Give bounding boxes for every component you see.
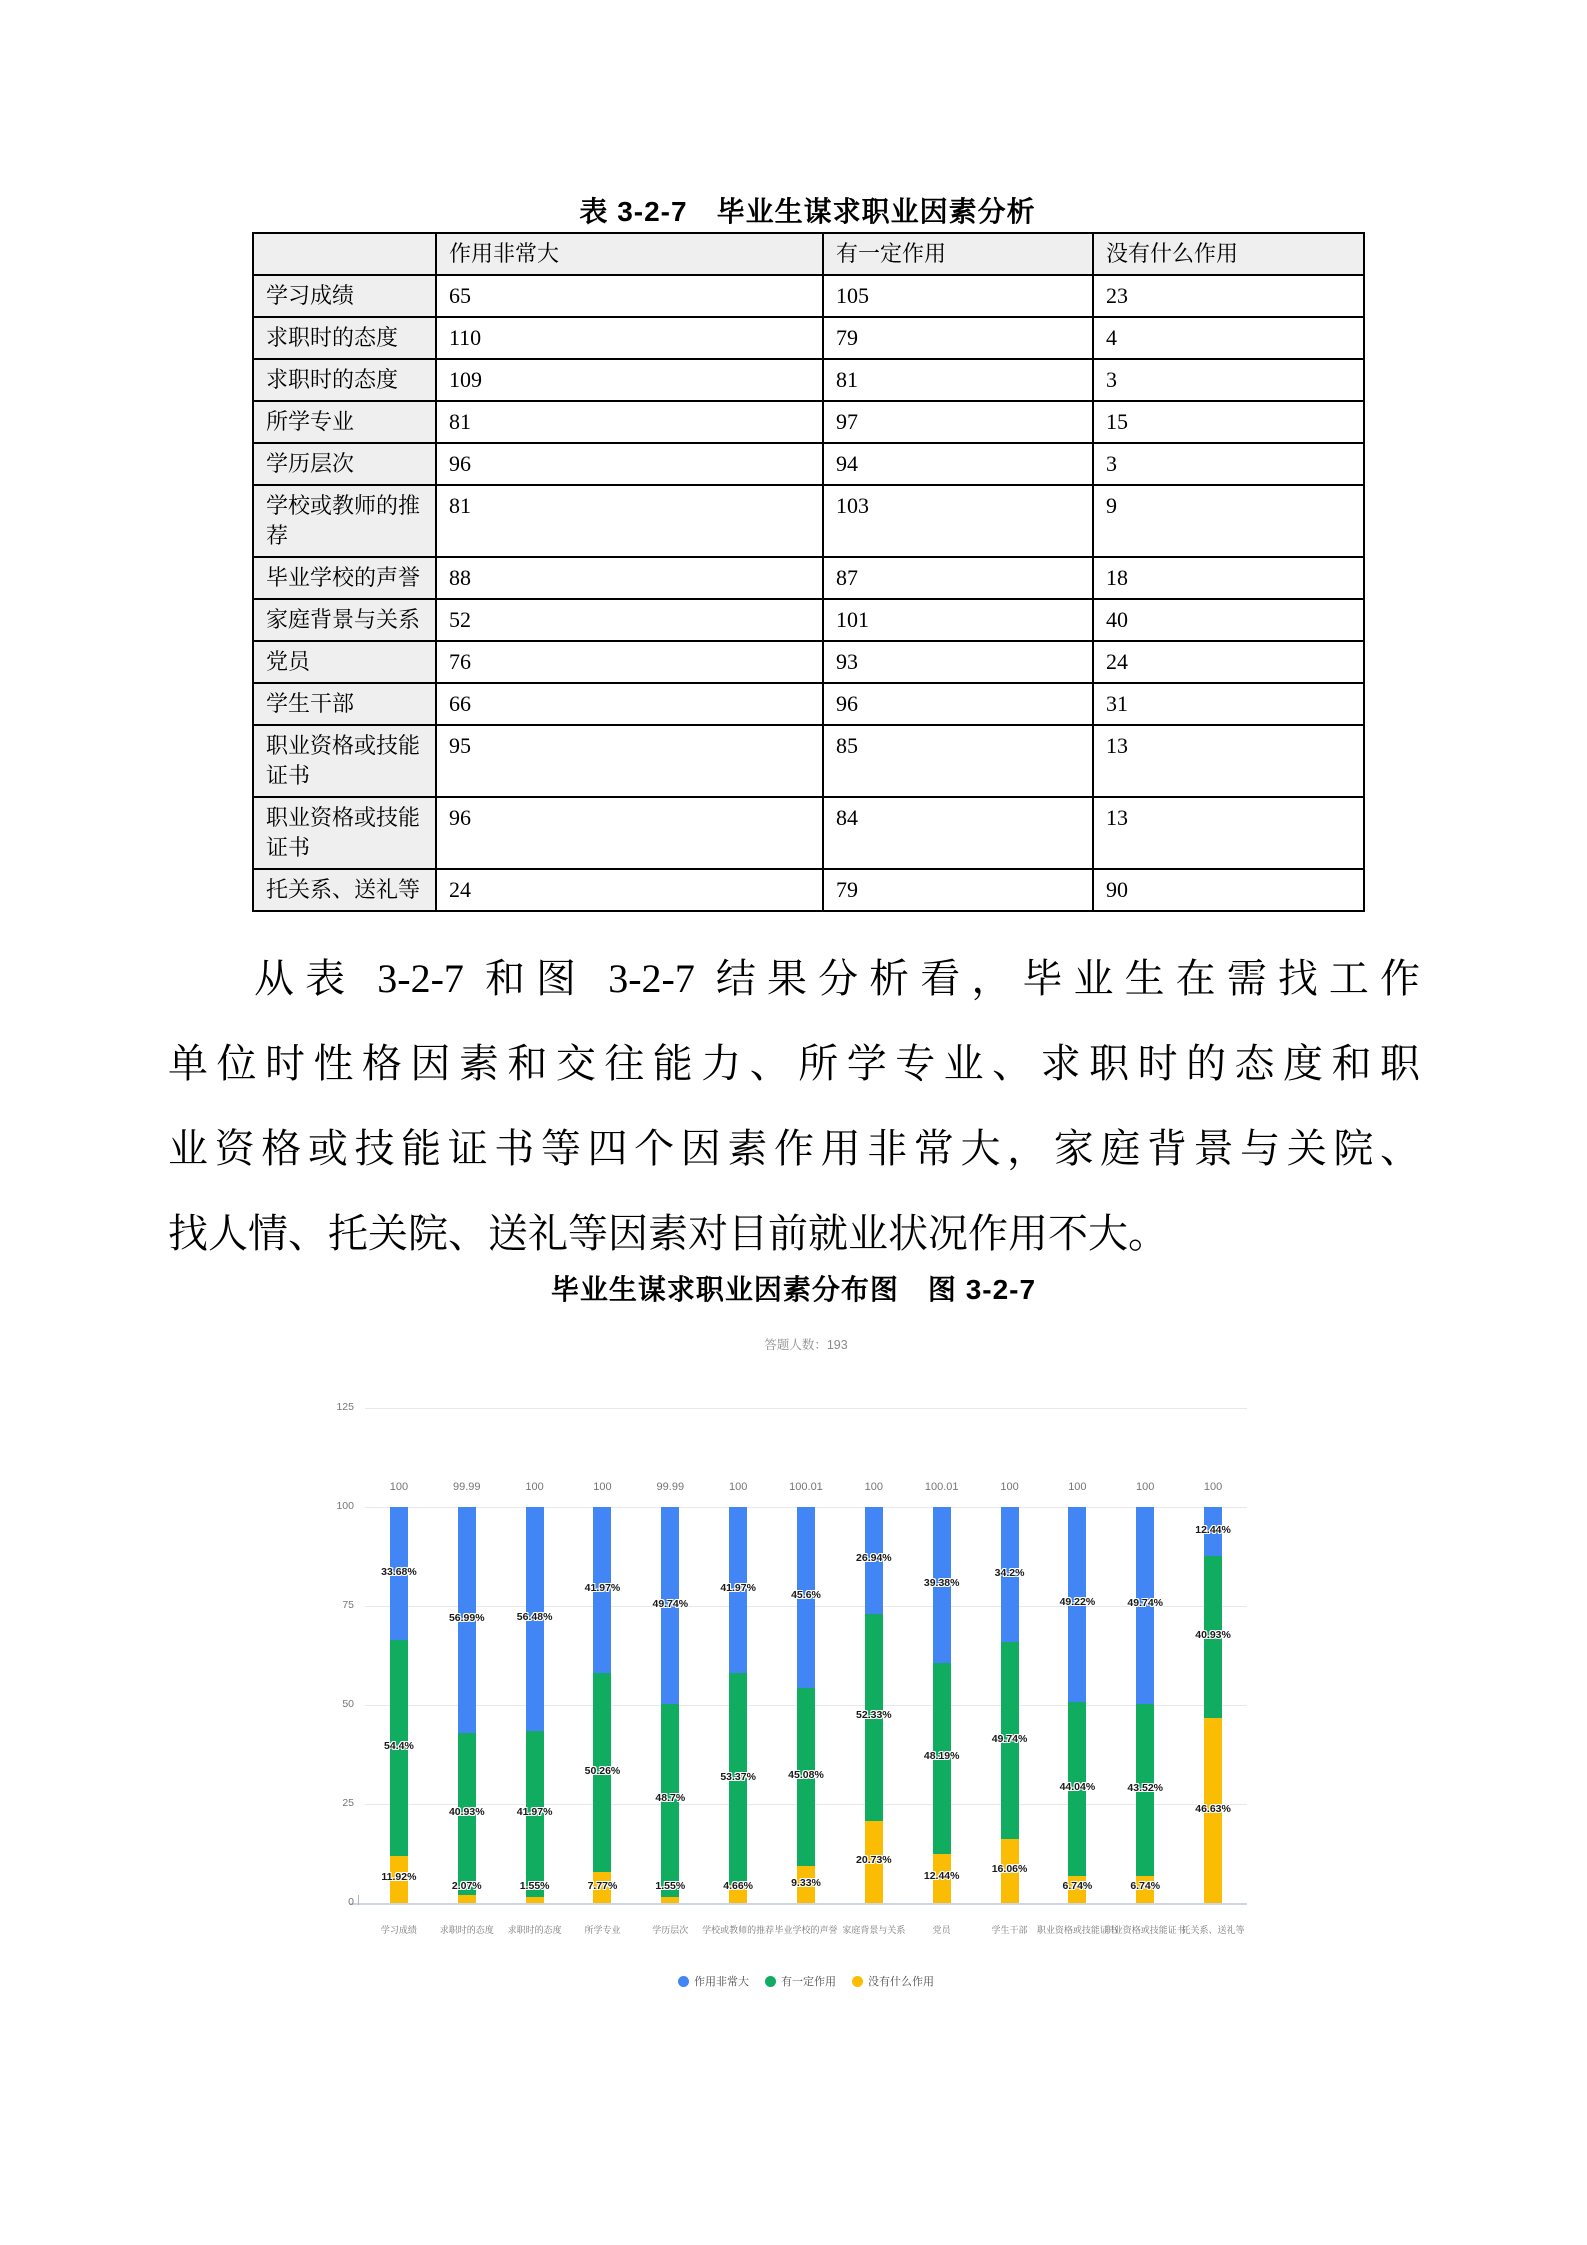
row-label: 学校或教师的推荐 xyxy=(253,485,436,557)
bar-6 xyxy=(729,1507,747,1903)
bar-5 xyxy=(661,1507,679,1903)
table-row xyxy=(253,485,1364,557)
segment-data-label: 50.26% xyxy=(584,1764,621,1777)
cell-value: 23 xyxy=(1093,275,1364,317)
chart-subtitle: 答题人数：193 xyxy=(764,1338,848,1352)
segment-data-label: 4.66% xyxy=(723,1880,754,1892)
segment-data-label: 7.77% xyxy=(587,1879,618,1892)
segment-data-label: 49.74% xyxy=(991,1732,1028,1745)
segment-data-label: 43.52% xyxy=(1127,1782,1164,1795)
cell-value: 101 xyxy=(823,599,1093,641)
cell-value: 94 xyxy=(823,443,1093,485)
cell-value: 18 xyxy=(1093,557,1364,599)
segment-data-label: 33.68% xyxy=(381,1565,417,1578)
y-axis-tick-label: 25 xyxy=(342,1797,354,1809)
segment-data-label: 49.22% xyxy=(1059,1596,1096,1609)
segment-data-label: 56.99% xyxy=(448,1611,485,1624)
segment-data-label: 52.33% xyxy=(856,1709,892,1722)
row-label: 求职时的态度 xyxy=(253,317,436,359)
row-label: 托关系、送礼等 xyxy=(253,869,436,911)
bar-total-label: 100.01 xyxy=(789,1480,823,1493)
bar-total-label: 100 xyxy=(1068,1481,1087,1493)
gridline xyxy=(365,1408,1247,1409)
table-row xyxy=(253,725,1364,797)
table-header xyxy=(253,233,1364,275)
segment-data-label: 54.4% xyxy=(384,1740,414,1753)
segment-data-label: 11.92% xyxy=(381,1871,417,1884)
segment-data-label: 41.97% xyxy=(720,1582,756,1595)
bar-total-label: 100 xyxy=(728,1481,748,1493)
cell-value: 79 xyxy=(823,317,1093,359)
chart-legend xyxy=(365,1973,1247,1989)
cell-value: 87 xyxy=(823,557,1093,599)
table-row xyxy=(253,359,1364,401)
table-row xyxy=(253,797,1364,869)
cell-value: 97 xyxy=(823,401,1093,443)
cell-value: 96 xyxy=(436,443,823,485)
row-label: 党员 xyxy=(253,641,436,683)
row-label: 职业资格或技能证书 xyxy=(253,797,436,869)
bar-segment xyxy=(526,1897,544,1903)
row-label: 职业资格或技能证书 xyxy=(253,725,436,797)
analysis-paragraph xyxy=(168,936,1420,1276)
cell-value: 15 xyxy=(1093,401,1364,443)
table-row xyxy=(253,869,1364,911)
y-axis-tick-label: 100 xyxy=(336,1500,354,1512)
x-axis-category-label: 所学专业 xyxy=(584,1925,621,1935)
segment-data-label: 49.74% xyxy=(652,1597,689,1610)
stacked-bar-chart xyxy=(230,1325,1330,2025)
cell-value: 96 xyxy=(436,797,823,869)
y-axis-tick-label: 75 xyxy=(342,1599,354,1611)
bar-total-label: 100 xyxy=(1136,1481,1155,1493)
segment-data-label: 20.73% xyxy=(856,1853,892,1866)
cell-value: 85 xyxy=(823,725,1093,797)
figure-title: 毕业生谋求职业因素分布图 图 3-2-7 xyxy=(550,1274,1037,1305)
cell-value: 79 xyxy=(823,869,1093,911)
cell-value: 81 xyxy=(823,359,1093,401)
bar-8 xyxy=(865,1507,883,1903)
gridline xyxy=(350,1903,1247,1905)
bar-total-label: 100 xyxy=(593,1481,612,1493)
y-axis-tick-label: 125 xyxy=(336,1401,354,1413)
y-axis-tick-label: 50 xyxy=(342,1698,354,1710)
cell-value: 24 xyxy=(436,869,823,911)
bar-12 xyxy=(1136,1507,1154,1903)
segment-data-label: 1.55% xyxy=(519,1880,550,1892)
bar-total-label: 100 xyxy=(389,1481,409,1493)
segment-data-label: 12.44% xyxy=(1195,1523,1231,1536)
x-axis-category-label: 托关系、送礼等 xyxy=(1181,1925,1245,1935)
segment-data-label: 41.97% xyxy=(584,1582,621,1595)
segment-data-label: 1.55% xyxy=(655,1880,686,1892)
legend-item xyxy=(678,1973,749,1989)
bar-9 xyxy=(933,1507,951,1903)
legend-label: 有一定作用 xyxy=(781,1976,836,1988)
bar-total-label: 100 xyxy=(1000,1481,1019,1493)
row-label: 所学专业 xyxy=(253,401,436,443)
bar-4 xyxy=(593,1507,611,1903)
cell-value: 93 xyxy=(823,641,1093,683)
x-axis-category-label: 家庭背景与关系 xyxy=(842,1925,906,1935)
table-row xyxy=(253,641,1364,683)
bar-total-label: 100 xyxy=(864,1481,884,1493)
x-axis-category-label: 学校或教师的推荐 xyxy=(702,1925,775,1935)
segment-data-label: 34.2% xyxy=(994,1566,1025,1579)
cell-value: 4 xyxy=(1093,317,1364,359)
cell-value: 52 xyxy=(436,599,823,641)
cell-value: 65 xyxy=(436,275,823,317)
row-label: 毕业学校的声誉 xyxy=(253,557,436,599)
cell-value: 84 xyxy=(823,797,1093,869)
cell-value: 96 xyxy=(823,683,1093,725)
segment-data-label: 48.7% xyxy=(655,1792,686,1805)
table-row xyxy=(253,599,1364,641)
cell-value: 76 xyxy=(436,641,823,683)
segment-data-label: 48.19% xyxy=(923,1750,960,1763)
segment-data-label: 12.44% xyxy=(923,1870,960,1883)
segment-data-label: 16.06% xyxy=(991,1863,1028,1876)
row-label: 家庭背景与关系 xyxy=(253,599,436,641)
table-row xyxy=(253,317,1364,359)
x-axis-category-label: 求职时的态度 xyxy=(439,1925,494,1935)
x-axis-category-label: 学历层次 xyxy=(652,1925,689,1935)
paragraph-line: 业资格或技能证书等四个因素作用非常大，家庭背景与关院、 xyxy=(168,1126,1420,1171)
cell-value: 95 xyxy=(436,725,823,797)
cell-value: 105 xyxy=(823,275,1093,317)
segment-data-label: 45.6% xyxy=(791,1589,821,1602)
column-header: 有一定作用 xyxy=(823,233,1093,275)
segment-data-label: 40.93% xyxy=(1195,1629,1231,1642)
legend-color-dot xyxy=(765,1976,776,1987)
x-axis-category-label: 学习成绩 xyxy=(380,1925,417,1935)
paragraph-line: 从表 3-2-7 和图 3-2-7 结果分析看，毕业生在需找工作 xyxy=(254,956,1420,1001)
table-title: 表 3-2-7 毕业生谋求职业因素分析 xyxy=(579,196,1036,227)
column-header: 没有什么作用 xyxy=(1093,233,1364,275)
legend-color-dot xyxy=(678,1976,689,1987)
cell-value: 88 xyxy=(436,557,823,599)
factors-table xyxy=(252,232,1365,912)
x-axis-category-label: 党员 xyxy=(932,1925,951,1935)
segment-data-label: 46.63% xyxy=(1195,1802,1231,1815)
axis-tick-mark xyxy=(358,1895,359,1905)
cell-value: 90 xyxy=(1093,869,1364,911)
cell-value: 40 xyxy=(1093,599,1364,641)
bar-segment xyxy=(661,1897,679,1903)
legend-item xyxy=(852,1973,934,1989)
table-row xyxy=(253,275,1364,317)
segment-data-label: 44.04% xyxy=(1059,1781,1096,1794)
table-row xyxy=(253,557,1364,599)
paragraph-line: 单位时性格因素和交往能力、所学专业、求职时的态度和职 xyxy=(168,1041,1420,1086)
bar-total-label: 99.99 xyxy=(656,1481,685,1494)
bar-total-label: 100.01 xyxy=(924,1480,959,1493)
cell-value: 81 xyxy=(436,401,823,443)
bar-7 xyxy=(797,1507,815,1903)
bar-2 xyxy=(458,1507,476,1903)
cell-value: 13 xyxy=(1093,797,1364,869)
cell-value: 9 xyxy=(1093,485,1364,557)
table-body xyxy=(253,275,1364,911)
x-axis-category-label: 求职时的态度 xyxy=(507,1925,562,1935)
x-axis-category-label: 毕业学校的声誉 xyxy=(774,1925,838,1935)
segment-data-label: 49.74% xyxy=(1127,1597,1164,1610)
x-axis-category-label: 学生干部 xyxy=(991,1925,1028,1935)
segment-data-label: 6.74% xyxy=(1062,1880,1093,1892)
column-header: 作用非常大 xyxy=(436,233,823,275)
segment-data-label: 53.37% xyxy=(720,1770,756,1783)
table-header-row xyxy=(253,233,1364,275)
legend-color-dot xyxy=(852,1976,863,1987)
table-row xyxy=(253,683,1364,725)
bar-total-label: 99.99 xyxy=(453,1481,481,1494)
bar-segment xyxy=(458,1895,476,1903)
bar-total-label: 100 xyxy=(525,1481,544,1493)
cell-value: 3 xyxy=(1093,443,1364,485)
table-row xyxy=(253,443,1364,485)
segment-data-label: 2.07% xyxy=(451,1880,482,1892)
bar-13 xyxy=(1204,1507,1222,1903)
legend-label: 作用非常大 xyxy=(694,1976,749,1988)
segment-data-label: 41.97% xyxy=(516,1805,553,1818)
cell-value: 31 xyxy=(1093,683,1364,725)
cell-value: 3 xyxy=(1093,359,1364,401)
segment-data-label: 45.08% xyxy=(788,1768,824,1781)
cell-value: 13 xyxy=(1093,725,1364,797)
legend-label: 没有什么作用 xyxy=(868,1976,934,1988)
segment-data-label: 6.74% xyxy=(1130,1880,1161,1892)
bar-total-label: 100 xyxy=(1203,1481,1223,1493)
cell-value: 81 xyxy=(436,485,823,557)
column-header xyxy=(253,233,436,275)
segment-data-label: 40.93% xyxy=(448,1805,485,1818)
row-label: 求职时的态度 xyxy=(253,359,436,401)
legend-item xyxy=(765,1973,836,1989)
y-axis-tick-label: 0 xyxy=(348,1896,354,1908)
cell-value: 66 xyxy=(436,683,823,725)
cell-value: 24 xyxy=(1093,641,1364,683)
segment-data-label: 26.94% xyxy=(856,1552,892,1565)
row-label: 学习成绩 xyxy=(253,275,436,317)
segment-data-label: 9.33% xyxy=(791,1876,821,1889)
row-label: 学生干部 xyxy=(253,683,436,725)
x-axis-category-label: 职业资格或技能证书 xyxy=(1036,1925,1118,1935)
bar-3 xyxy=(526,1507,544,1903)
segment-data-label: 56.48% xyxy=(516,1610,553,1623)
bar-11 xyxy=(1068,1507,1086,1903)
cell-value: 109 xyxy=(436,359,823,401)
row-label: 学历层次 xyxy=(253,443,436,485)
cell-value: 103 xyxy=(823,485,1093,557)
segment-data-label: 39.38% xyxy=(923,1576,960,1589)
paragraph-line: 找人情、托关院、送礼等因素对目前就业状况作用不大。 xyxy=(168,1211,1168,1256)
table-row xyxy=(253,401,1364,443)
cell-value: 110 xyxy=(436,317,823,359)
x-axis-category-label: 职业资格或技能证书 xyxy=(1104,1925,1186,1935)
